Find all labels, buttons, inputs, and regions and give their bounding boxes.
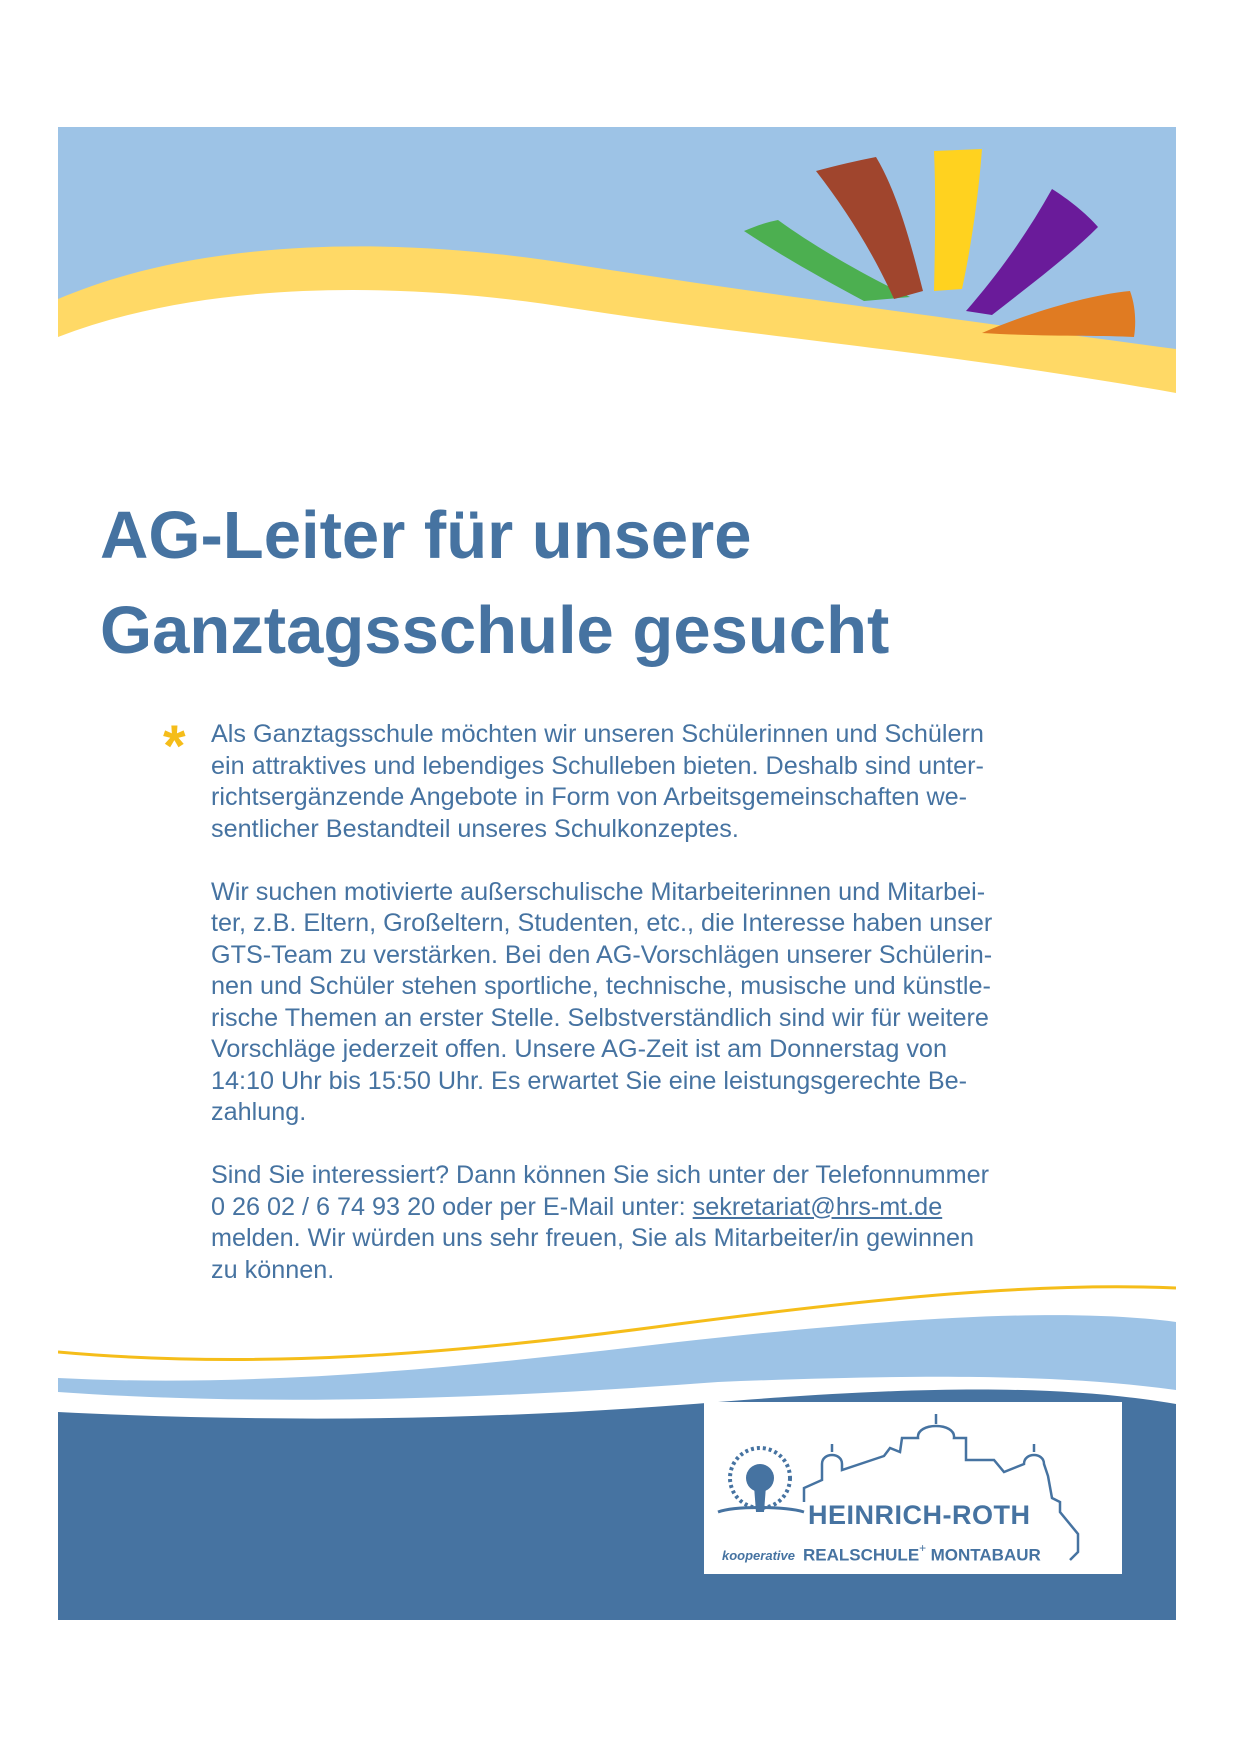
text-line: Als Ganztagsschule möchten wir unseren Schülerinnen und Schülern — [211, 720, 984, 748]
paragraph-search — [211, 877, 1131, 1129]
text-line: Wir suchen motivierte außerschulische Mitarbeiterinnen und Mitarbei- — [211, 877, 986, 906]
page-title-line-1: AG-Leiter für unsere — [100, 498, 752, 573]
paragraph-intro — [211, 719, 1131, 845]
text-line: 14:10 Uhr bis 15:50 Uhr. Es erwartet Sie eine leistungsgerechte Be- — [211, 1066, 968, 1095]
text-line: nen und Schüler stehen sportliche, technische, musische und künstle- — [211, 972, 991, 1000]
logo-city: MONTABAUR — [930, 1545, 1041, 1565]
text-line: Sind Sie interessiert? Dann können Sie sich unter der Telefonnummer — [211, 1161, 989, 1189]
text-line: sentlicher Bestandteil unseres Schulkonzeptes. — [211, 814, 739, 843]
page-title — [100, 488, 1150, 678]
logo-kooperative: kooperative — [722, 1548, 795, 1564]
castle-outline-icon — [804, 1414, 1078, 1560]
text-line: zu können. — [211, 1255, 335, 1284]
body-text — [211, 719, 1131, 1318]
text-line: rische Themen an erster Stelle. Selbstverständlich sind wir für weitere — [211, 1003, 989, 1032]
logo-plus: + — [919, 1541, 927, 1555]
logo-subtitle — [722, 1540, 1041, 1566]
text-line: ter, z.B. Eltern, Großeltern, Studenten, etc., die Interesse haben unser — [211, 909, 993, 937]
school-logo — [704, 1402, 1122, 1574]
text-line: ein attraktives und lebendiges Schulleben bieten. Deshalb sind unter- — [211, 751, 984, 780]
text-line-with-email — [211, 1192, 1131, 1224]
text-line: richtsergänzende Angebote in Form von Arbeitsgemeinschaften we- — [211, 783, 968, 811]
tree-logo-icon — [718, 1448, 804, 1512]
logo-school-type: REALSCHULE — [802, 1545, 920, 1565]
logo-school-name: HEINRICH-ROTH — [808, 1500, 1031, 1530]
email-link[interactable]: sekretariat@hrs-mt.de — [692, 1192, 943, 1221]
top-banner — [58, 127, 1176, 393]
page-title-line-2: Ganztagsschule gesucht — [100, 593, 890, 668]
text-line: Vorschläge jederzeit offen. Unsere AG-Zeit ist am Donnerstag von — [211, 1035, 947, 1063]
text-line: zahlung. — [211, 1098, 307, 1126]
phone-text: 0 26 02 / 6 74 93 20 oder per E-Mail unter: — [211, 1192, 693, 1221]
asterisk-icon: * — [163, 714, 186, 779]
text-line: melden. Wir würden uns sehr freuen, Sie als Mitarbeiter/in gewinnen — [211, 1224, 974, 1252]
text-line: GTS-Team zu verstärken. Bei den AG-Vorschlägen unserer Schülerin- — [211, 940, 993, 969]
